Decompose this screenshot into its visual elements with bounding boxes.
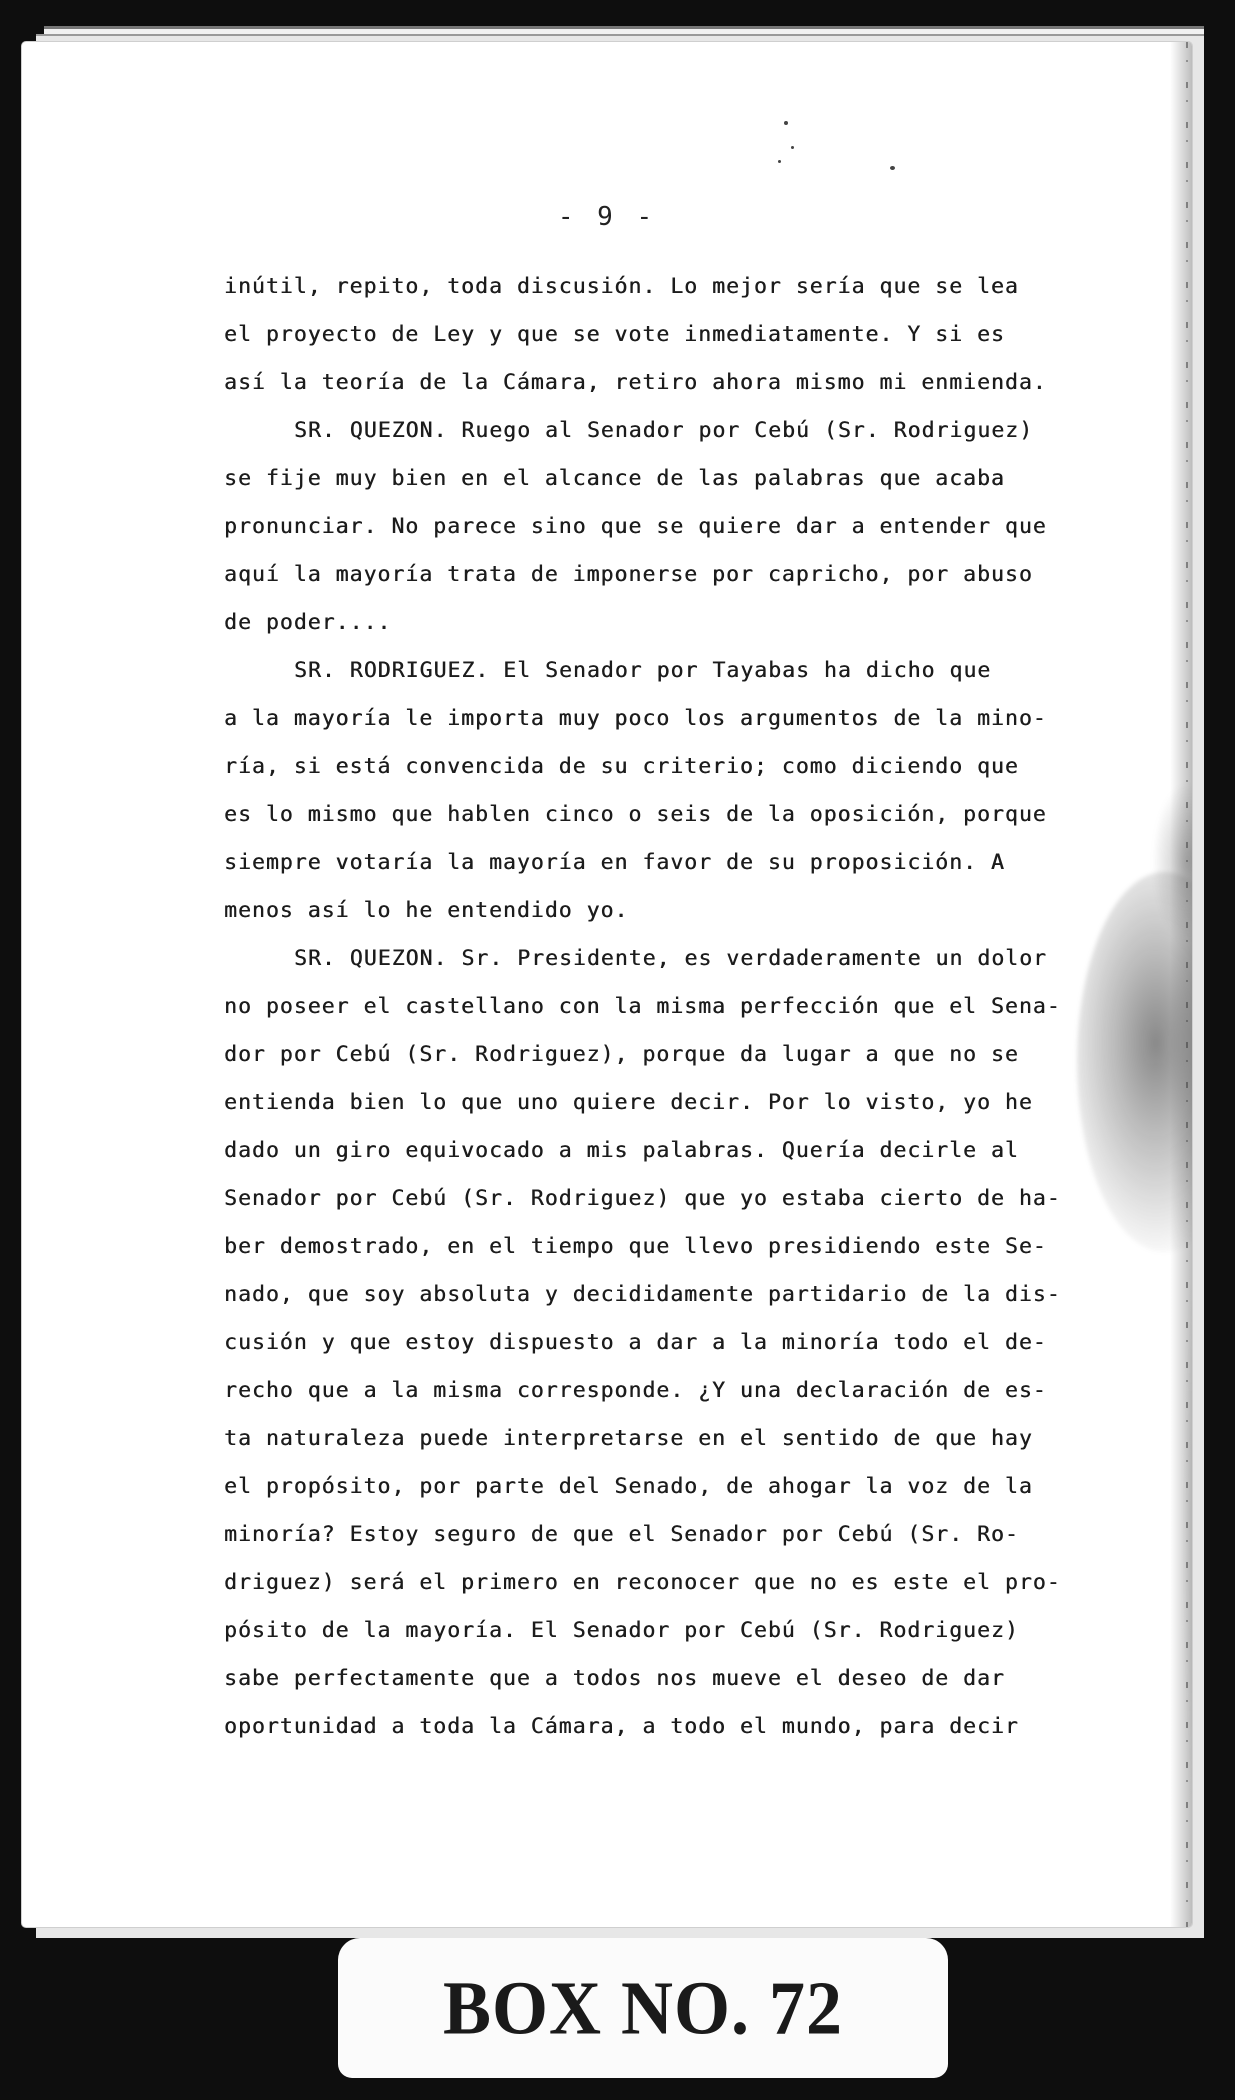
speck bbox=[890, 166, 895, 170]
text-line: sabe perfectamente que a todos nos mueve el deseo de dar bbox=[224, 1666, 1005, 1691]
text-line: no poseer el castellano con la misma perfección que el Sena- bbox=[224, 994, 1061, 1019]
text-line: driguez) será el primero en reconocer que no es este el pro- bbox=[224, 1570, 1061, 1595]
text-line: a la mayoría le importa muy poco los argumentos de la mino- bbox=[224, 706, 1047, 731]
text-line: así la teoría de la Cámara, retiro ahora mismo mi enmienda. bbox=[224, 370, 1047, 395]
text-line: cusión y que estoy dispuesto a dar a la minoría todo el de- bbox=[224, 1330, 1047, 1355]
text-line: aquí la mayoría trata de imponerse por capricho, por abuso bbox=[224, 562, 1033, 587]
text-line: el propósito, por parte del Senado, de ahogar la voz de la bbox=[224, 1474, 1033, 1499]
text-line: oportunidad a toda la Cámara, a todo el mundo, para decir bbox=[224, 1714, 1019, 1739]
text-line: entienda bien lo que uno quiere decir. Por lo visto, yo he bbox=[224, 1090, 1033, 1115]
text-line: siempre votaría la mayoría en favor de su proposición. A bbox=[224, 850, 1005, 875]
text-line: Senador por Cebú (Sr. Rodriguez) que yo estaba cierto de ha- bbox=[224, 1186, 1061, 1211]
text-line: se fije muy bien en el alcance de las palabras que acaba bbox=[224, 466, 1005, 491]
text-line: minoría? Estoy seguro de que el Senador por Cebú (Sr. Ro- bbox=[224, 1522, 1019, 1547]
text-line: dado un giro equivocado a mis palabras. Quería decirle al bbox=[224, 1138, 1019, 1163]
speck bbox=[778, 160, 781, 163]
text-line: es lo mismo que hablen cinco o seis de la oposición, porque bbox=[224, 802, 1047, 827]
speaker-paragraph-start: SR. QUEZON. Ruego al Senador por Cebú (Sr. Rodriguez) bbox=[294, 418, 1034, 443]
text-line: ber demostrado, en el tiempo que llevo presidiendo este Se- bbox=[224, 1234, 1047, 1259]
box-label: BOX NO. 72 bbox=[442, 1965, 844, 2050]
document-page bbox=[22, 42, 1192, 1927]
text-line: menos así lo he entendido yo. bbox=[224, 898, 629, 923]
text-line: de poder.... bbox=[224, 610, 392, 635]
text-line: pronunciar. No parece sino que se quiere dar a entender que bbox=[224, 514, 1047, 539]
box-label-card bbox=[338, 1938, 948, 2078]
text-line: dor por Cebú (Sr. Rodriguez), porque da lugar a que no se bbox=[224, 1042, 1019, 1067]
text-line: ta naturaleza puede interpretarse en el sentido de que hay bbox=[224, 1426, 1033, 1451]
text-line: el proyecto de Ley y que se vote inmediatamente. Y si es bbox=[224, 322, 1005, 347]
text-line: recho que a la misma corresponde. ¿Y una declaración de es- bbox=[224, 1378, 1047, 1403]
page-number: - 9 - bbox=[557, 202, 657, 232]
text-line: ría, si está convencida de su criterio; como diciendo que bbox=[224, 754, 1019, 779]
speck bbox=[791, 146, 794, 149]
text-line: inútil, repito, toda discusión. Lo mejor sería que se lea bbox=[224, 274, 1019, 299]
text-line: pósito de la mayoría. El Senador por Cebú (Sr. Rodriguez) bbox=[224, 1618, 1019, 1643]
speaker-paragraph-start: SR. RODRIGUEZ. El Senador por Tayabas ha dicho que bbox=[294, 658, 992, 683]
text-line: nado, que soy absoluta y decididamente partidario de la dis- bbox=[224, 1282, 1061, 1307]
speaker-paragraph-start: SR. QUEZON. Sr. Presidente, es verdaderamente un dolor bbox=[294, 946, 1047, 971]
speck bbox=[784, 121, 788, 125]
